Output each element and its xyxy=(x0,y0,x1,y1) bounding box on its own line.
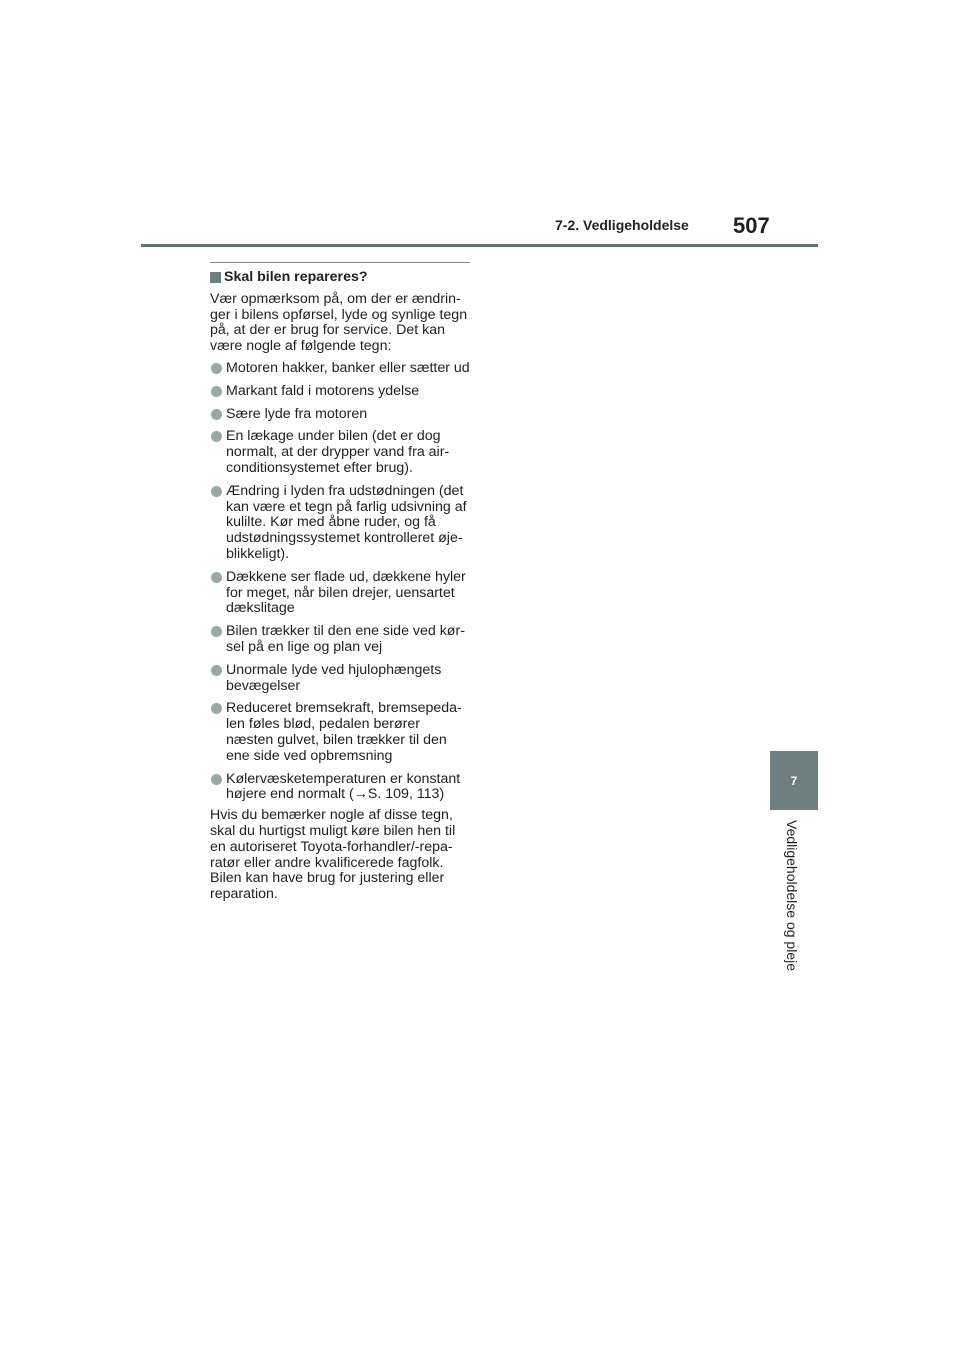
section-divider xyxy=(210,262,470,263)
list-item-text: Ændring i lyden fra udstødningen (det kan være et tegn på farlig udsivning af kulilte. Kør med åbne ruder, og få udstødningssystemet kontrolleret øje-blikkeligt). xyxy=(226,482,467,562)
list-item xyxy=(210,429,470,476)
list-item-text: Motoren hakker, banker eller sætter ud xyxy=(226,359,470,376)
section-title: 7-2. Vedligeholdelse xyxy=(555,217,689,233)
list-item-text: Dækkene ser flade ud, dækkene hyler for meget, når bilen drejer, uensartet dækslitage xyxy=(226,568,466,617)
circle-bullet-icon xyxy=(211,572,222,583)
heading-text: Skal bilen repareres? xyxy=(224,269,368,285)
list-item xyxy=(210,701,470,764)
circle-bullet-icon xyxy=(211,486,222,497)
circle-bullet-icon xyxy=(211,626,222,637)
list-item-text: Kølervæsketemperaturen er konstant højere end normalt (→S. 109, 113) xyxy=(226,770,461,803)
list-item xyxy=(210,384,470,400)
circle-bullet-icon xyxy=(211,431,222,442)
list-item-text: Markant fald i motorens ydelse xyxy=(226,382,420,399)
intro-paragraph: Vær opmærksom på, om der er ændrin-ger i bilens opførsel, lyde og synlige tegn på, at der er brug for service. Det kan være nogle af følgende tegn: xyxy=(210,290,468,355)
list-item xyxy=(210,407,470,423)
list-item-text: Unormale lyde ved hjulophængets bevægelser xyxy=(226,661,442,694)
circle-bullet-icon xyxy=(211,665,222,676)
circle-bullet-icon xyxy=(211,386,222,397)
circle-bullet-icon xyxy=(211,363,222,374)
circle-bullet-icon xyxy=(211,774,222,785)
page-number: 507 xyxy=(733,213,770,238)
circle-bullet-icon xyxy=(211,703,222,714)
square-bullet-icon xyxy=(210,272,221,283)
list-item xyxy=(210,570,470,617)
content-column xyxy=(210,262,470,909)
list-item xyxy=(210,361,470,377)
list-item-text: Bilen trækker til den ene side ved kør-sel på en lige og plan vej xyxy=(226,623,465,655)
chapter-title: Vedligeholdelse og pleje xyxy=(784,820,800,972)
list-item-text: En lækage under bilen (det er dog normalt, at der drypper vand fra air-conditionsystemet efter brug). xyxy=(226,428,450,476)
section-heading xyxy=(210,270,470,286)
chapter-number: 7 xyxy=(790,773,798,788)
closing-paragraph: Hvis du bemærker nogle af disse tegn, skal du hurtigst muligt køre bilen hen til en autoriseret Toyota-forhandler/-repa-ratør eller andre kvalificerede fagfolk. Bilen kan have brug for justering eller reparation. xyxy=(210,807,456,903)
circle-bullet-icon xyxy=(211,409,222,420)
header-divider xyxy=(141,244,818,247)
list-item xyxy=(210,624,470,656)
list-item xyxy=(210,772,470,804)
list-item xyxy=(210,484,470,563)
list-item xyxy=(210,663,470,695)
chapter-tab xyxy=(770,751,818,810)
list-item-text: Reduceret bremsekraft, bremsepeda-len føles blød, pedalen berører næsten gulvet, bilen trækker til den ene side ved opbremsning xyxy=(226,700,462,764)
list-item-text: Sære lyde fra motoren xyxy=(226,405,368,422)
